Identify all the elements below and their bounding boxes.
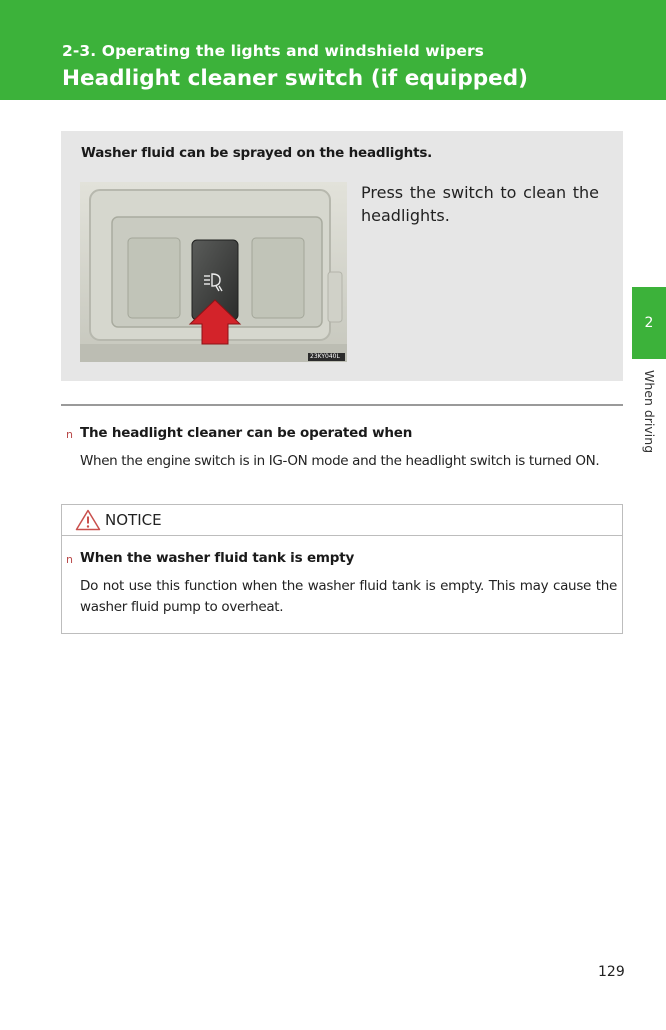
page-title: Headlight cleaner switch (if equipped) (62, 66, 528, 91)
chapter-header-bar (0, 0, 666, 100)
warning-triangle-icon (75, 509, 101, 535)
notice-bullet: n (66, 553, 73, 566)
intro-heading: Washer fluid can be sprayed on the headlights. (81, 145, 433, 161)
intro-box (61, 131, 623, 381)
info-bullet: n (66, 428, 73, 441)
notice-box (61, 504, 623, 634)
chapter-number: 2 (644, 315, 654, 331)
notice-body: Do not use this function when the washer fluid tank is empty. This may cause the washer fluid pump to overheat. (80, 578, 617, 615)
notice-header (62, 505, 622, 536)
image-code: 23KY040L (310, 353, 340, 360)
notice-title: NOTICE (105, 511, 162, 529)
info-heading: The headlight cleaner can be operated when (80, 425, 413, 441)
intro-instruction: Press the switch to clean the headlights. (361, 183, 599, 225)
chapter-label: When driving (642, 370, 657, 454)
chapter-tab (632, 287, 666, 359)
section-divider (61, 404, 623, 406)
section-label: 2-3. Operating the lights and windshield wipers (62, 42, 485, 60)
notice-heading: When the washer fluid tank is empty (80, 550, 355, 566)
switch-photo (80, 182, 347, 362)
info-body: When the engine switch is in IG-ON mode and the headlight switch is turned ON. (80, 453, 600, 469)
page-number: 129 (598, 964, 625, 980)
